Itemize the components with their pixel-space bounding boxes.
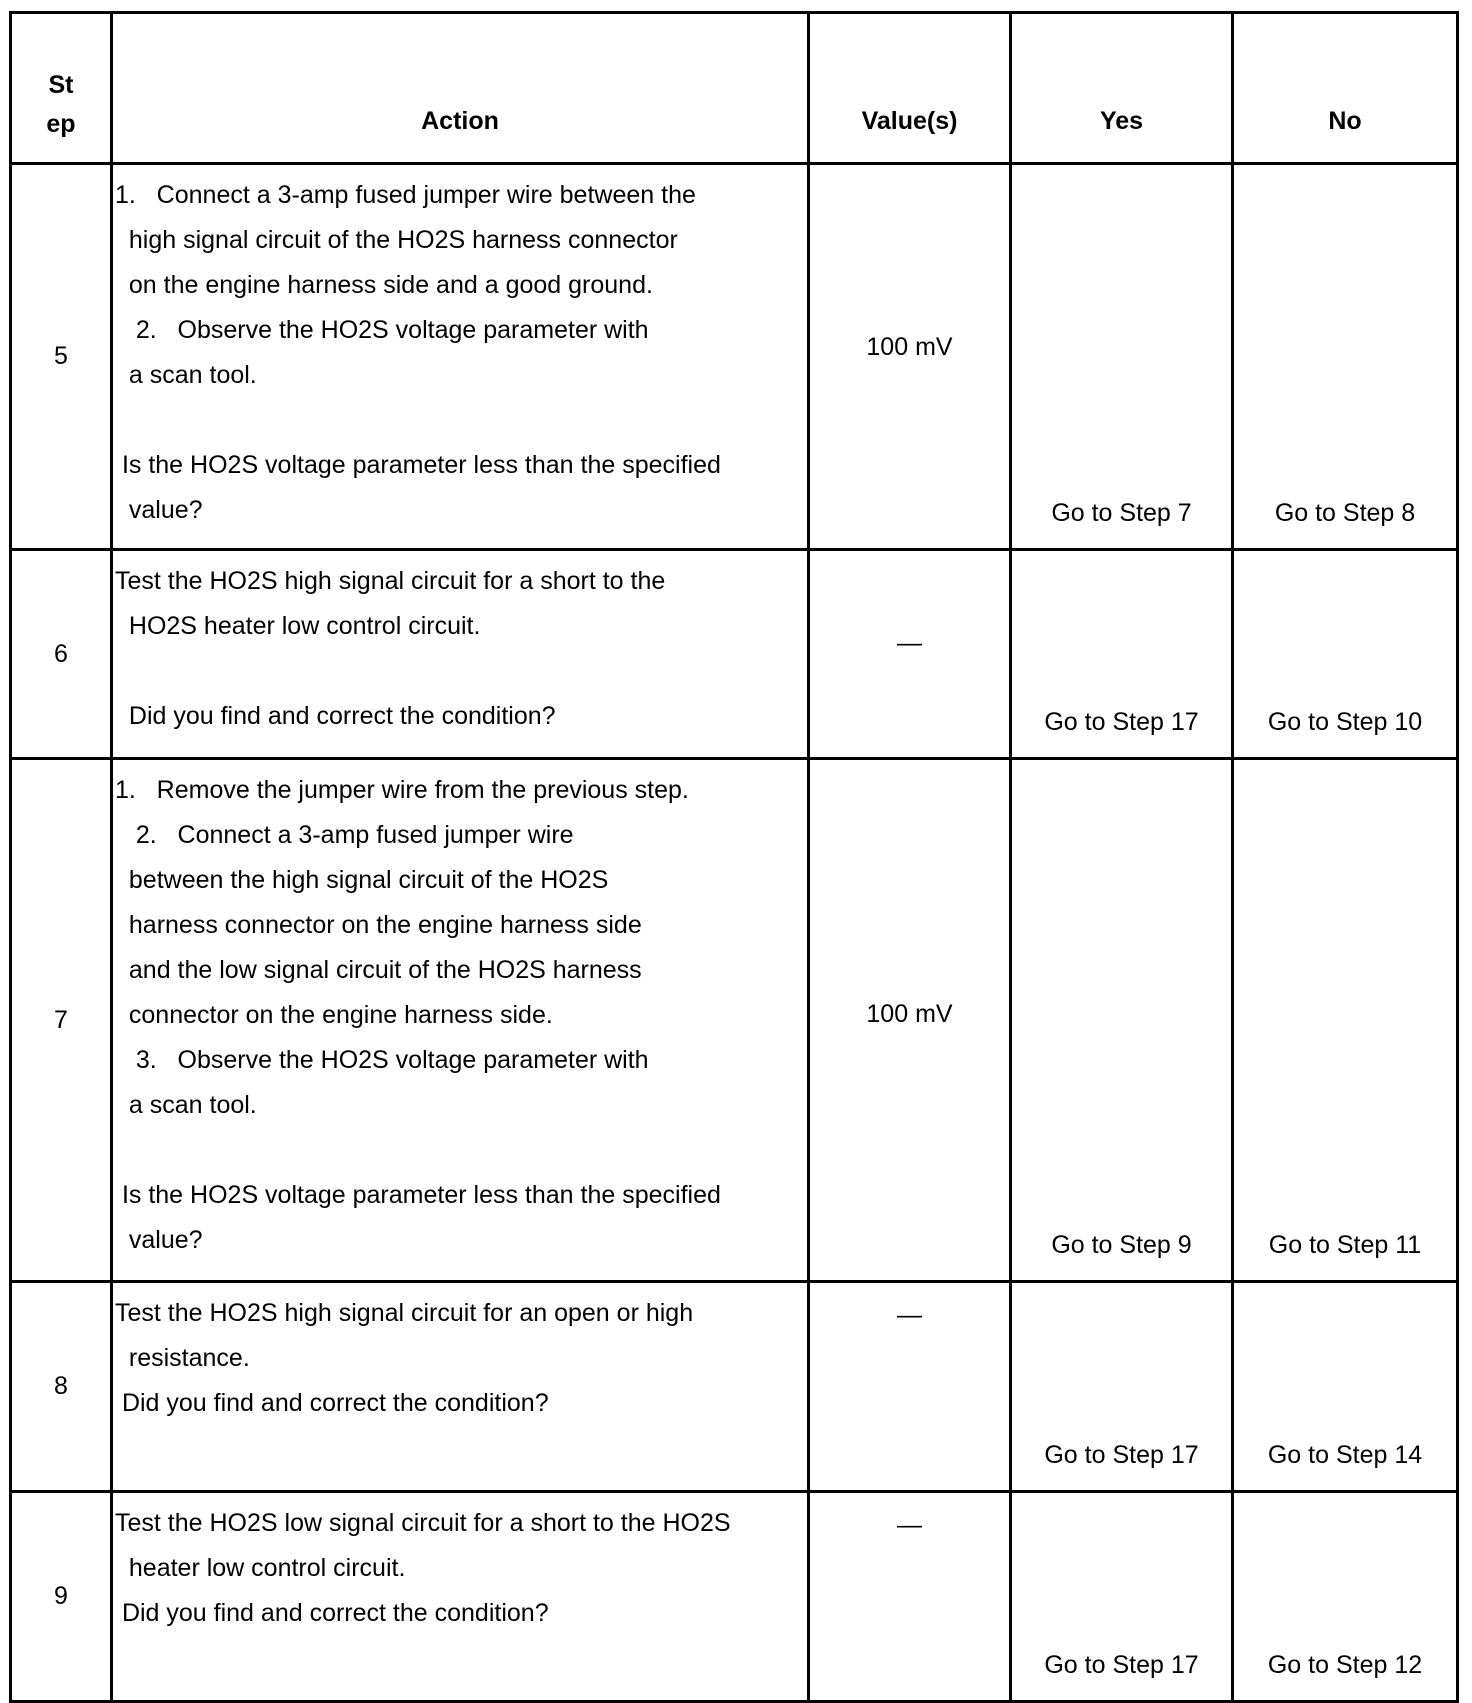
- no-outcome: Go to Step 12: [1233, 1492, 1458, 1702]
- step-number: 8: [11, 1282, 112, 1492]
- action-line: 1. Connect a 3-amp fused jumper wire between the: [115, 181, 696, 209]
- table-row: [11, 759, 1458, 1282]
- action-line: HO2S heater low control circuit.: [115, 612, 481, 640]
- action-line: heater low control circuit.: [115, 1554, 406, 1582]
- action-line: 3. Observe the HO2S voltage parameter with: [115, 1046, 649, 1074]
- value-cell: —: [809, 1282, 1011, 1492]
- action-line: a scan tool.: [115, 1091, 257, 1119]
- action-line: Did you find and correct the condition?: [115, 1599, 549, 1627]
- diagnostic-table: [9, 11, 1459, 1703]
- action-line: value?: [115, 1226, 203, 1254]
- header-step: St ep: [11, 13, 112, 164]
- action-line: [115, 649, 807, 694]
- no-outcome: Go to Step 11: [1233, 759, 1458, 1282]
- action-text: [112, 1492, 809, 1702]
- action-line: high signal circuit of the HO2S harness connector: [115, 226, 678, 254]
- yes-outcome: Go to Step 17: [1011, 550, 1233, 759]
- action-line: value?: [115, 496, 203, 524]
- table-row: [11, 550, 1458, 759]
- action-line: Test the HO2S low signal circuit for a short to the HO2S: [115, 1509, 731, 1537]
- step-number: 5: [11, 164, 112, 550]
- step-number: 7: [11, 759, 112, 1282]
- action-text: [112, 164, 809, 550]
- action-text: [112, 759, 809, 1282]
- action-line: 2. Connect a 3-amp fused jumper wire: [115, 821, 574, 849]
- action-line: between the high signal circuit of the HO2S: [115, 866, 609, 894]
- yes-outcome: Go to Step 17: [1011, 1492, 1233, 1702]
- action-line: [115, 1128, 807, 1173]
- no-outcome: Go to Step 14: [1233, 1282, 1458, 1492]
- action-line: Test the HO2S high signal circuit for an open or high: [115, 1299, 694, 1327]
- action-line: on the engine harness side and a good ground.: [115, 271, 653, 299]
- header-row: [11, 13, 1458, 164]
- action-line: 1. Remove the jumper wire from the previous step.: [115, 776, 689, 804]
- action-line: harness connector on the engine harness side: [115, 911, 642, 939]
- header-yes: Yes: [1011, 13, 1233, 164]
- no-outcome: Go to Step 10: [1233, 550, 1458, 759]
- action-line: 2. Observe the HO2S voltage parameter with: [115, 316, 649, 344]
- value-cell: 100 mV: [809, 759, 1011, 1282]
- action-line: Test the HO2S high signal circuit for a short to the: [115, 567, 666, 595]
- action-text: [112, 550, 809, 759]
- action-line: connector on the engine harness side.: [115, 1001, 553, 1029]
- value-cell: —: [809, 1492, 1011, 1702]
- step-number: 9: [11, 1492, 112, 1702]
- table-row: [11, 1492, 1458, 1702]
- value-cell: —: [809, 550, 1011, 759]
- value-cell: 100 mV: [809, 164, 1011, 550]
- action-line: Did you find and correct the condition?: [115, 702, 556, 730]
- yes-outcome: Go to Step 17: [1011, 1282, 1233, 1492]
- table-row: [11, 164, 1458, 550]
- header-no: No: [1233, 13, 1458, 164]
- yes-outcome: Go to Step 9: [1011, 759, 1233, 1282]
- header-action: Action: [112, 13, 809, 164]
- no-outcome: Go to Step 8: [1233, 164, 1458, 550]
- action-line: Is the HO2S voltage parameter less than the specified: [115, 1181, 721, 1209]
- action-line: Is the HO2S voltage parameter less than the specified: [115, 451, 721, 479]
- header-values: Value(s): [809, 13, 1011, 164]
- action-line: resistance.: [115, 1344, 250, 1372]
- action-line: [115, 398, 807, 443]
- action-text: [112, 1282, 809, 1492]
- step-number: 6: [11, 550, 112, 759]
- action-line: Did you find and correct the condition?: [115, 1389, 549, 1417]
- action-line: and the low signal circuit of the HO2S harness: [115, 956, 642, 984]
- table-row: [11, 1282, 1458, 1492]
- action-line: a scan tool.: [115, 361, 257, 389]
- yes-outcome: Go to Step 7: [1011, 164, 1233, 550]
